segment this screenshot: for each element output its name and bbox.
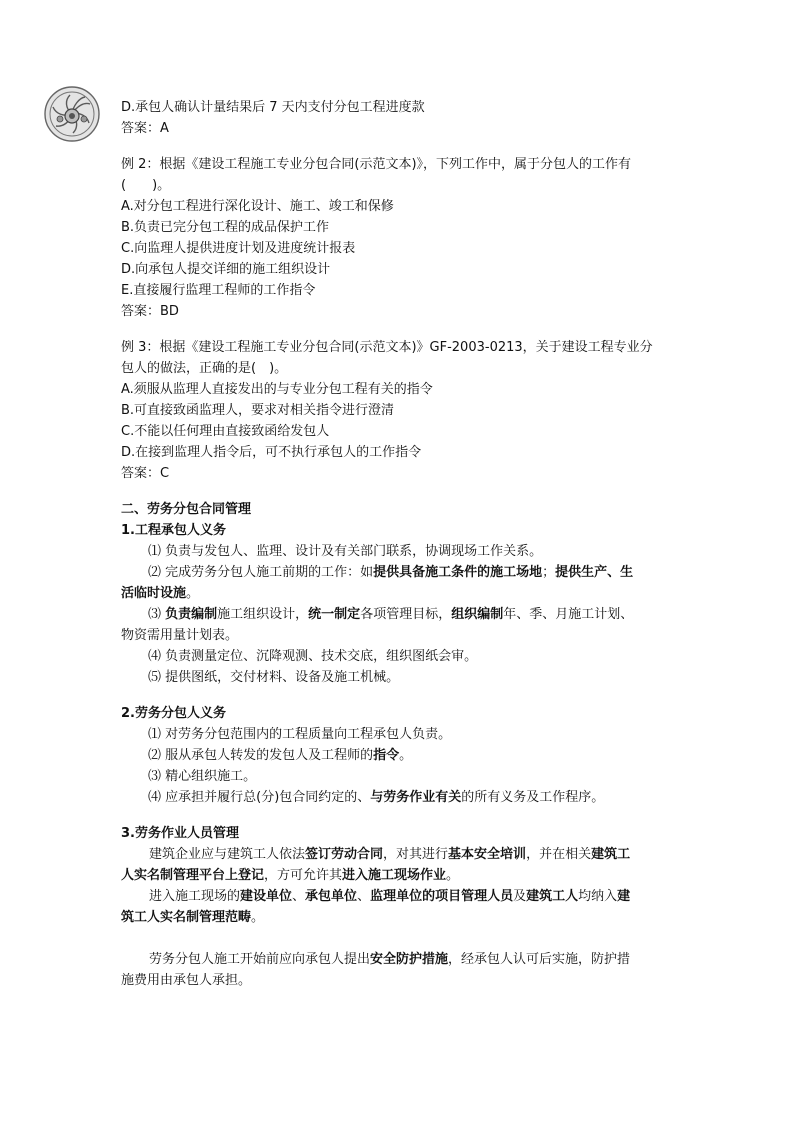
paragraph-line: 进入施工现场的建设单位、承包单位、监理单位的项目管理人员及建筑工人均纳入建 [149, 889, 631, 904]
paragraph-line: 建筑企业应与建筑工人依法签订劳动合同，对其进行基本安全培训，并在相关建筑工 [149, 847, 631, 862]
option-e: E.直接履行监理工程师的工作指令 [121, 283, 316, 298]
document-body [121, 97, 681, 991]
list-item: ⑶ 负责编制施工组织设计，统一制定各项管理目标，组织编制年、季、月施工计划、 [148, 607, 634, 622]
option-d: D.向承包人提交详细的施工组织设计 [121, 262, 331, 277]
list-item: ⑴ 负责与发包人、监理、设计及有关部门联系，协调现场工作关系。 [148, 544, 543, 559]
paragraph-line: 劳务分包人施工开始前应向承包人提出安全防护措施，经承包人认可后实施，防护措 [149, 952, 631, 967]
option-b: B.可直接致函监理人，要求对相关指令进行澄清 [121, 403, 395, 418]
list-item: ⑴ 对劳务分包范围内的工程质量向工程承包人负责。 [148, 727, 452, 742]
option-d-text: D.承包人确认计量结果后 7 天内支付分包工程进度款 [121, 100, 425, 115]
example-3-question-cont: 包人的做法，正确的是( )。 [121, 361, 288, 376]
option-c: C.向监理人提供进度计划及进度统计报表 [121, 241, 356, 256]
logo-emblem-icon [44, 86, 100, 142]
subsection-heading: 2.劳务分包人义务 [121, 706, 226, 721]
list-item: ⑷ 应承担并履行总(分)包合同约定的、与劳务作业有关的所有义务及工作程序。 [148, 790, 605, 805]
example-2-question: 例 2：根据《建设工程施工专业分包合同(示范文本)》，下列工作中，属于分包人的工作有 [121, 157, 632, 172]
option-a: A.须服从监理人直接发出的与专业分包工程有关的指令 [121, 382, 433, 397]
list-item: ⑵ 服从承包人转发的发包人及工程师的指令。 [148, 748, 413, 763]
subsection-heading: 1.工程承包人义务 [121, 523, 226, 538]
list-item-cont: 活临时设施。 [121, 586, 200, 601]
option-b: B.负责已完分包工程的成品保护工作 [121, 220, 330, 235]
list-item: ⑵ 完成劳务分包人施工前期的工作：如提供具备施工条件的施工场地；提供生产、生 [148, 565, 634, 580]
list-item: ⑷ 负责测量定位、沉降观测、技术交底，组织图纸会审。 [148, 649, 478, 664]
option-c: C.不能以任何理由直接致函给发包人 [121, 424, 330, 439]
paragraph-line: 施费用由承包人承担。 [121, 973, 252, 988]
answer-text: 答案：A [121, 121, 169, 136]
paragraph-line: 人实名制管理平台上登记，方可允许其进入施工现场作业。 [121, 868, 460, 883]
subsection-heading: 3.劳务作业人员管理 [121, 826, 239, 841]
list-item: ⑶ 精心组织施工。 [148, 769, 257, 784]
list-item: ⑸ 提供图纸，交付材料、设备及施工机械。 [148, 670, 400, 685]
example-3-question: 例 3：根据《建设工程施工专业分包合同(示范文本)》GF-2003-0213，关于建设工程专业分 [121, 340, 653, 355]
list-item-cont: 物资需用量计划表。 [121, 628, 239, 643]
option-a: A.对分包工程进行深化设计、施工、竣工和保修 [121, 199, 394, 214]
example-2-question-cont: ( )。 [121, 178, 171, 193]
paragraph-line: 筑工人实名制管理范畴。 [121, 910, 265, 925]
section-heading: 二、劳务分包合同管理 [121, 502, 252, 517]
answer-text: 答案：C [121, 466, 170, 481]
option-d: D.在接到监理人指令后，可不执行承包人的工作指令 [121, 445, 422, 460]
answer-text: 答案：BD [121, 304, 179, 319]
